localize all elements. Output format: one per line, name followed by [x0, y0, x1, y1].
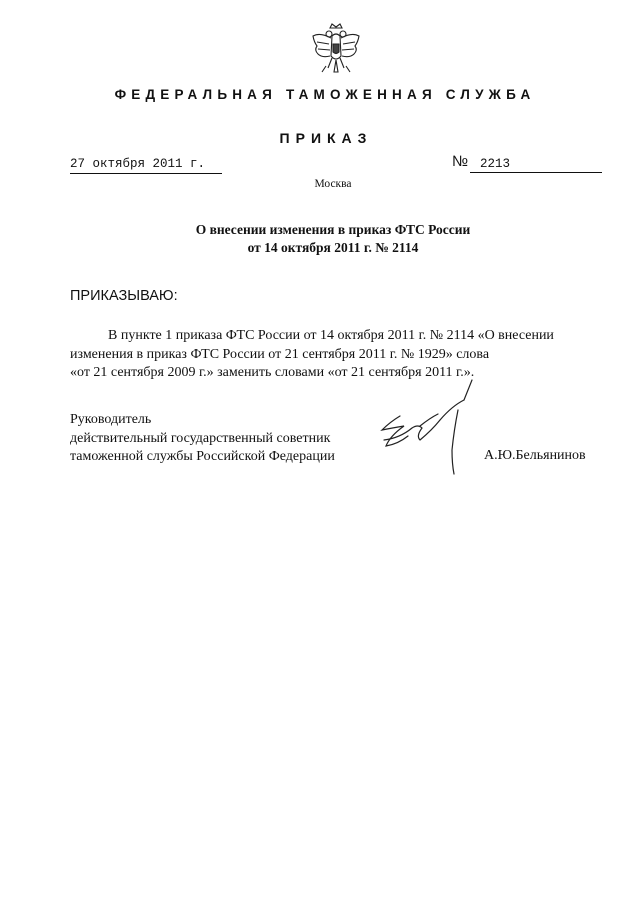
russian-coat-of-arms-icon [308, 22, 364, 82]
order-subject [0, 221, 640, 257]
subject-line: О внесении изменения в приказ ФТС России [195, 222, 471, 237]
agency-name: ФЕДЕРАЛЬНАЯ ТАМОЖЕННАЯ СЛУЖБА [114, 87, 536, 102]
paragraph-line: «от 21 сентября 2009 г.» заменить словами «от 21 сентября 2011 г.». [70, 365, 475, 380]
handwritten-signature-icon [360, 370, 500, 490]
paragraph-line: В пункте 1 приказа ФТС России от 14 октября 2011 г. № 2114 «О внесении [108, 328, 554, 343]
order-paragraph [70, 327, 603, 383]
order-directive: ПРИКАЗЫВАЮ: [70, 288, 178, 304]
paragraph-line: изменения в приказ ФТС России от 21 сентября 2011 г. № 1929» слова [70, 346, 490, 362]
signatory-position [70, 411, 335, 467]
signer-name: А.Ю.Бельянинов [484, 448, 586, 463]
position-line: Руководитель [70, 412, 152, 427]
position-line: таможенной службы Российской Федерации [70, 449, 335, 464]
subject-line: от 14 октября 2011 г. № 2114 [247, 240, 419, 255]
city: Москва [314, 178, 352, 190]
order-number-label: № [452, 153, 469, 170]
document-type-title: ПРИКАЗ [279, 130, 373, 146]
order-date: 27 октября 2011 г. [70, 155, 222, 174]
position-line: действительный государственный советник [70, 430, 331, 446]
order-number: 2213 [470, 155, 602, 173]
